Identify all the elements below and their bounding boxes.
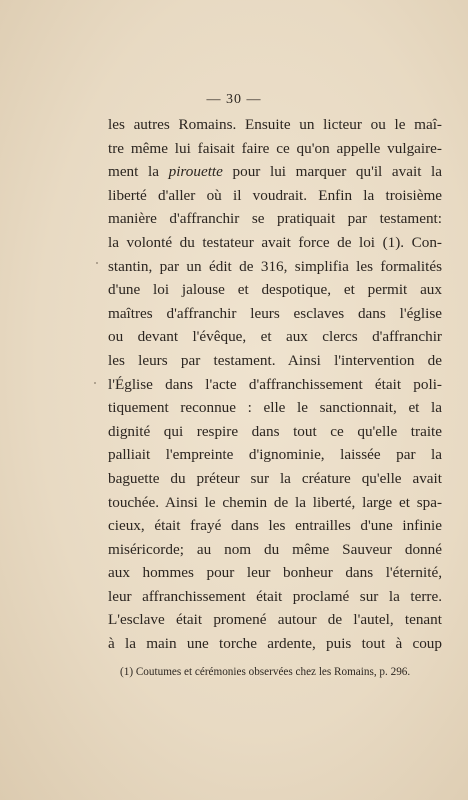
text-segment: à la main une torche ardente, puis tout à coup (108, 635, 442, 653)
text-segment: maîtres d'affranchir leurs esclaves dans l'église (108, 304, 442, 322)
text-segment: pour lui marquer qu'il avait la (222, 163, 443, 181)
text-segment: manière d'affranchir se pratiquait par testament: (108, 210, 442, 228)
text-segment: palliait l'empreinte d'ignominie, laissée par la (108, 446, 442, 464)
text-segment: liberté d'aller où il voudrait. Enfin la troisième (108, 186, 442, 204)
body-text (108, 113, 442, 656)
text-line (108, 420, 442, 444)
text-segment: les autres Romains. Ensuite un licteur ou le maî- (108, 116, 442, 133)
text-line (108, 349, 442, 373)
paper-speck (94, 382, 96, 384)
text-segment: d'une loi jalouse et despotique, et permit aux (108, 281, 442, 299)
text-line (108, 255, 442, 279)
text-segment: cieux, était frayé dans les entrailles d'une infinie (108, 517, 442, 535)
footnote: (1) Coutumes et cérémonies observées chez les Romains, p. 296. (120, 666, 411, 678)
text-segment: les leurs par testament. Ainsi l'intervention de (108, 351, 442, 369)
text-segment: stantin, par un édit de 316, simplifia les formalités (108, 257, 442, 275)
text-segment: touchée. Ainsi le chemin de la liberté, large et spa- (108, 493, 442, 511)
text-segment: ment la (108, 163, 169, 181)
text-line (108, 538, 442, 562)
text-line (108, 207, 442, 231)
text-segment: L'esclave était promené autour de l'autel, tenant (108, 611, 442, 629)
text-line (108, 302, 442, 326)
text-segment: l'Église dans l'acte d'affranchissement était poli- (108, 375, 442, 393)
text-line (108, 373, 442, 397)
italic-word: pirouette (168, 163, 223, 181)
text-line (108, 325, 442, 349)
text-segment: tre même lui faisait faire ce qu'on appelle vulgaire- (108, 139, 442, 157)
text-line (108, 632, 442, 656)
text-line (108, 443, 442, 467)
text-line (108, 160, 442, 184)
text-segment: baguette du préteur sur la créature qu'elle avait (108, 469, 442, 487)
text-segment: miséricorde; au nom du même Sauveur donné (108, 540, 442, 558)
text-segment: leur affranchissement était proclamé sur la terre. (108, 587, 442, 605)
text-line (108, 184, 442, 208)
text-segment: ou devant l'évêque, et aux clercs d'affranchir (108, 328, 442, 346)
text-line (108, 491, 442, 515)
text-line (108, 608, 442, 632)
text-line (108, 113, 442, 137)
text-line (108, 278, 442, 302)
text-line (108, 514, 442, 538)
text-segment: aux hommes pour leur bonheur dans l'éternité, (108, 564, 442, 582)
text-line (108, 231, 442, 255)
text-line (108, 585, 442, 609)
text-segment: tiquement reconnue : elle le sanctionnait, et la (108, 399, 442, 417)
text-segment: la volonté du testateur avait force de loi (1). Con- (108, 233, 442, 251)
text-line (108, 561, 442, 585)
text-line (108, 467, 442, 491)
text-line (108, 137, 442, 161)
paper-speck (96, 262, 98, 264)
text-segment: dignité qui respire dans tout ce qu'elle traite (108, 422, 442, 440)
text-line (108, 396, 442, 420)
page-number: — 30 — (206, 92, 262, 107)
